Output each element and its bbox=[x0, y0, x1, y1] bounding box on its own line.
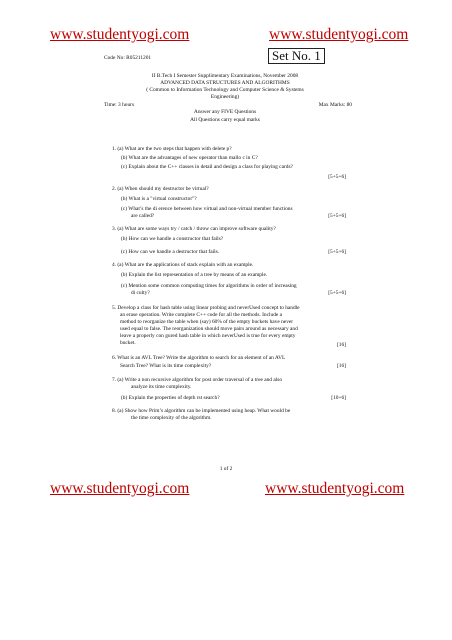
watermark-top-right[interactable]: www.studentyogi.com bbox=[269, 26, 409, 43]
question-4-marks: [5+5+6] bbox=[328, 290, 346, 296]
instruction-equal-marks: All Questions carry equal marks bbox=[190, 117, 260, 123]
question-5-line-6: bucket. bbox=[120, 340, 136, 346]
set-number-box: Set No. 1 bbox=[268, 48, 325, 64]
question-1c: (c) Explain about the C++ classes in detail and design a class for playing cards? bbox=[121, 164, 293, 170]
question-5-line-5: leave a properly con gured hash table in which neverUsed is true for every empty bbox=[120, 333, 296, 339]
question-1a: 1. (a) What are the two steps that happen with delete p? bbox=[112, 146, 232, 152]
exam-time: Time: 3 hours bbox=[104, 102, 135, 108]
question-2c-line-1: (c) What’s the di erence between how virtual and non-virtual member functions bbox=[121, 206, 293, 212]
question-2-marks: [5+5+6] bbox=[328, 213, 346, 219]
watermark-bottom-right[interactable]: www.studentyogi.com bbox=[265, 480, 405, 497]
question-2a: 2. (a) When should my destructor be virtual? bbox=[112, 186, 209, 192]
question-1b: (b) What are the advantages of new operator than mallo c in C? bbox=[121, 155, 258, 161]
question-7-marks: [10+6] bbox=[331, 395, 346, 401]
question-3c: (c) How can we handle a destructor that fails. bbox=[121, 249, 220, 255]
branches-line-1: ( Common to Information Technology and Computer Science & Systems bbox=[146, 87, 304, 93]
question-3-marks: [5+5+6] bbox=[328, 249, 346, 255]
subject-title: ADVANCED DATA STRUCTURES AND ALGORITHMS bbox=[160, 80, 290, 86]
question-5-line-3: method to reorganize the table when (say) 60% of the empty buckets have never bbox=[120, 319, 294, 325]
question-7a-line-1: 7. (a) Write a non recursive algorithm for post order traversal of a tree and also bbox=[112, 377, 283, 383]
question-5-line-1: 5. Develop a class for hash table using linear probing and neverUsed concept to handle bbox=[112, 305, 300, 311]
max-marks: Max Marks: 80 bbox=[318, 102, 352, 108]
question-7a-line-2: analyze its time complexity. bbox=[131, 384, 192, 390]
question-4c-line-1: (c) Mention some common computing times for algorithms in order of increasing bbox=[121, 283, 297, 289]
question-5-line-2: an erase operation. Write complete C++ code for all the methods. Include a bbox=[120, 312, 283, 318]
question-2c-line-2: are called? bbox=[131, 213, 155, 219]
question-4a: 4. (a) What are the applications of stack explain with an example. bbox=[112, 262, 254, 268]
question-3a: 3. (a) What are some ways try / catch / throw can improve software quality? bbox=[112, 226, 276, 232]
question-1-marks: [5+5+6] bbox=[328, 174, 346, 180]
question-6-marks: [16] bbox=[337, 363, 346, 369]
watermark-bottom-left[interactable]: www.studentyogi.com bbox=[50, 480, 190, 497]
question-8a-line-1: 8. (a) Show how Prim’s algorithm can be implemented using heap. What would be bbox=[112, 408, 291, 414]
question-8a-line-2: the time complexity of the algorithm. bbox=[131, 415, 212, 421]
page-number: 1 of 2 bbox=[219, 466, 233, 472]
question-4c-line-2: di culty? bbox=[131, 290, 150, 296]
question-2b: (b) What is a "virtual constructor"? bbox=[121, 196, 197, 202]
watermark-top-left[interactable]: www.studentyogi.com bbox=[50, 26, 190, 43]
question-5-marks: [16] bbox=[337, 342, 346, 348]
question-4b: (b) Explain the list representation of a tree by means of an example. bbox=[121, 272, 268, 278]
question-6-line-2: Search Tree? What is its time complexity? bbox=[120, 363, 212, 369]
code-number: Code No: R05211201 bbox=[104, 55, 152, 61]
question-7b: (b) Explain the properties of depth rst search? bbox=[121, 395, 220, 401]
question-6-line-1: 6. What is an AVL Tree? Write the algorithm to search for an element of an AVL bbox=[112, 355, 286, 361]
instruction-answer-five: Answer any FIVE Questions bbox=[193, 109, 257, 115]
question-5-line-4: used equal to false. The reorganization should move pairs around as necessary and bbox=[120, 326, 298, 332]
exam-title: II B.Tech I Semester Supplimentary Examinations, November 2008 bbox=[151, 73, 299, 79]
question-3b: (b) How can we handle a constructor that fails? bbox=[121, 236, 224, 242]
branches-line-2: Engineering) bbox=[210, 94, 240, 100]
